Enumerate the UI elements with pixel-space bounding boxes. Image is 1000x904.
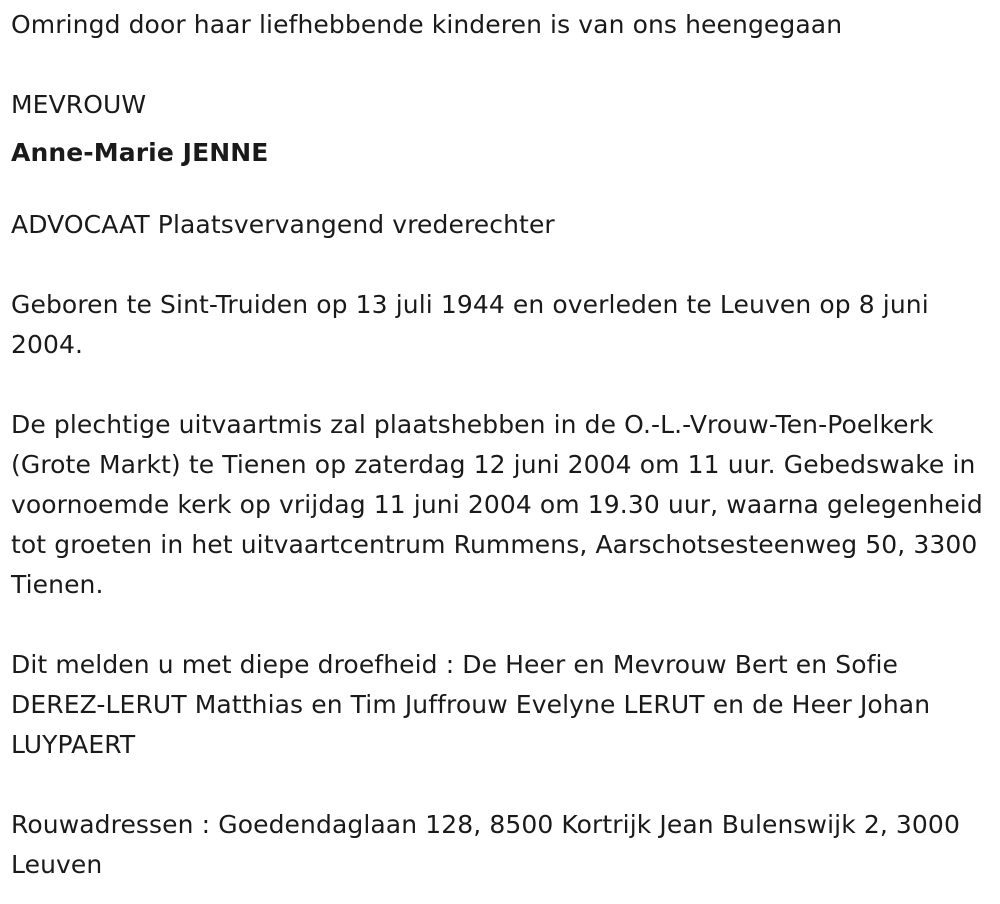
deceased-name: Anne-Marie JENNE: [11, 138, 269, 167]
honorific-title: MEVROUW: [11, 90, 147, 119]
intro-text: Omringd door haar liefhebbende kinderen is van ons heengegaan: [11, 10, 843, 39]
obituary-notice: [11, 0, 991, 885]
ceremony-text: De plechtige uitvaartmis zal plaatshebben in de O.-L.-Vrouw-Ten-Poelkerk (Grote Markt) te Tienen op zaterdag 12 juni 2004 om 11 uur. Gebedswake in voornoemde kerk op vrijdag 11 juni 2004 om 19.30 uur, waarna gelegenheid tot groeten in het uitvaartcentrum Rummens, Aarschotsesteenweg 50, 3300 Tienen.: [11, 410, 983, 599]
family-announcement: Dit melden u met diepe droefheid : De Heer en Mevrouw Bert en Sofie DEREZ-LERUT Matthias en Tim Juffrouw Evelyne LERUT en de Heer Johan LUYPAERT: [11, 650, 931, 759]
mourning-addresses: Rouwadressen : Goedendaglaan 128, 8500 Kortrijk Jean Bulenswijk 2, 3000 Leuven: [11, 810, 960, 879]
profession-text: ADVOCAAT Plaatsvervangend vrederechter: [11, 210, 555, 239]
birth-death-text: Geboren te Sint-Truiden op 13 juli 1944 en overleden te Leuven op 8 juni 2004.: [11, 290, 929, 359]
